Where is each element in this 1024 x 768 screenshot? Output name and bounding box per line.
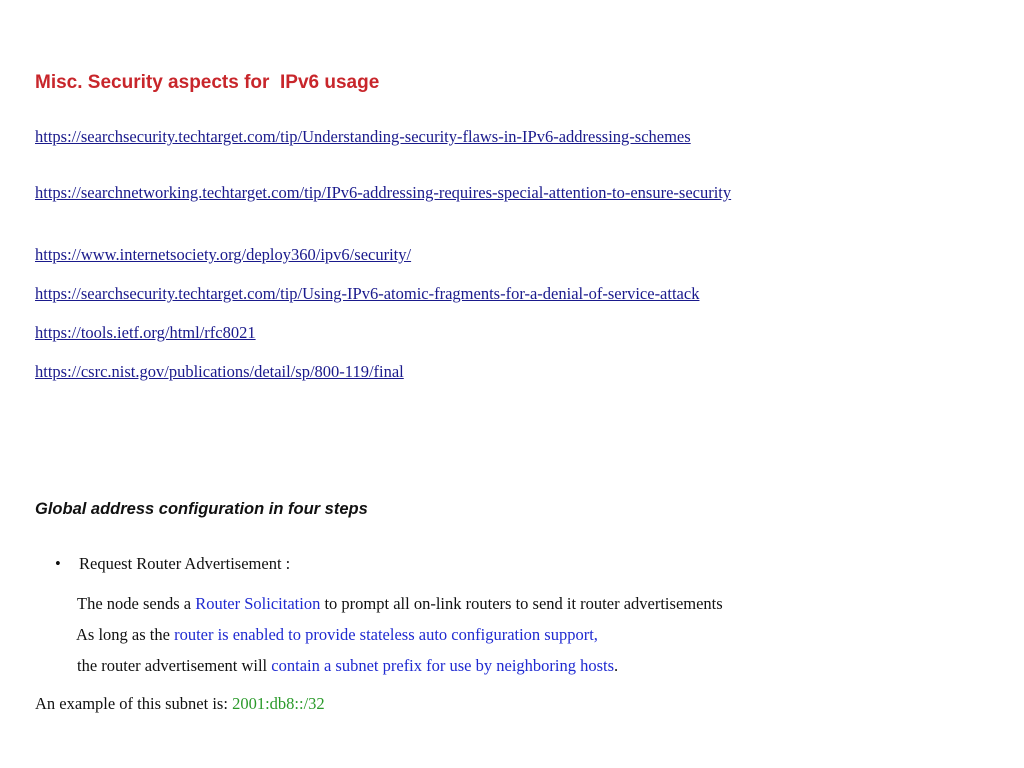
bullet-text: Request Router Advertisement : (79, 554, 291, 573)
line3-text: the router advertisement will (77, 656, 272, 675)
description-line-1 (77, 594, 723, 614)
reference-link-5[interactable]: https://tools.ietf.org/html/rfc8021 (35, 323, 256, 342)
subnet-prefix-phrase: contain a subnet prefix for use by neighboring hosts (271, 656, 615, 675)
router-solicitation-term: Router Solicitation (195, 594, 321, 613)
line1-text: The node sends a (77, 594, 196, 613)
reference-link-2[interactable]: https://searchnetworking.techtarget.com/tip/IPv6-addressing-requires-special-attention-to-ensure-security (35, 183, 732, 202)
reference-link-3[interactable]: https://www.internetsociety.org/deploy360/ipv6/security/ (35, 245, 412, 264)
reference-link-6[interactable]: https://csrc.nist.gov/publications/detail/sp/800-119/final (35, 362, 404, 381)
slide-title: Misc. Security aspects for IPv6 usage (35, 72, 380, 93)
example-subnet-value: 2001:db8::/32 (232, 694, 325, 713)
reference-link-4[interactable]: https://searchsecurity.techtarget.com/tip/Using-IPv6-atomic-fragments-for-a-denial-of-service-attack (35, 284, 700, 303)
reference-link-1[interactable]: https://searchsecurity.techtarget.com/tip/Understanding-security-flaws-in-IPv6-addressing-schemes (35, 127, 691, 146)
bullet-item (55, 554, 290, 574)
autoconfig-support-phrase: router is enabled to provide stateless auto configuration support, (174, 625, 598, 644)
description-line-2 (76, 625, 598, 645)
description-line-3 (77, 656, 618, 676)
example-line (35, 694, 325, 714)
example-label: An example of this subnet is: (35, 694, 233, 713)
line1-text-end: to prompt all on-link routers to send it router advertisements (320, 594, 723, 613)
line2-text: As long as the (76, 625, 175, 644)
line3-text-end: . (614, 656, 619, 675)
section-heading: Global address configuration in four steps (35, 500, 368, 518)
bullet-marker: • (55, 554, 61, 573)
